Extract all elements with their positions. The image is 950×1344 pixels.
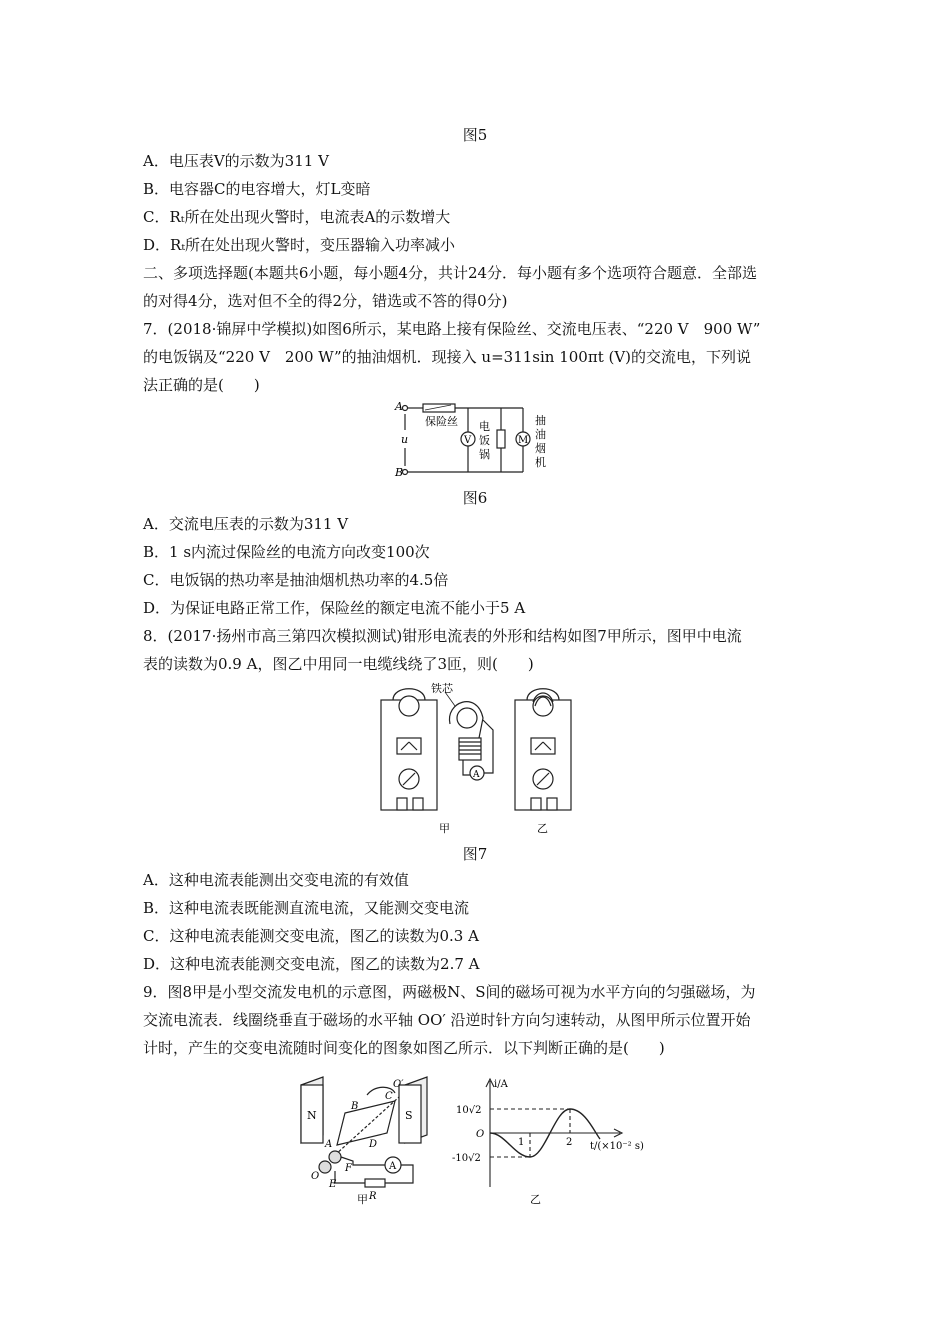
q7-option-b: B．1 s内流过保险丝的电流方向改变100次 [143, 543, 430, 561]
fig6-caption: 图6 [462, 489, 488, 507]
fig8-graph-x1: 1 [518, 1137, 525, 1148]
fig6-cooker-char-1: 电 [479, 420, 490, 433]
fig6-voltmeter-label: V [464, 435, 472, 446]
fig8-graph-origin: O [476, 1129, 485, 1140]
fig8-label-a: A [325, 1139, 333, 1150]
fig8-graph-ybot: -10√2 [452, 1153, 481, 1164]
fig6-cooker-char-3: 锅 [479, 448, 490, 461]
fig7-caption: 图7 [462, 845, 488, 863]
fig8-current-graph [450, 1075, 660, 1205]
fig8-magnet-n: N [307, 1109, 317, 1122]
fig7-label-jia: 甲 [439, 822, 450, 835]
fig6-hood-char-2: 油 [535, 428, 546, 441]
q8-option-d: D．这种电流表能测交变电流，图乙的读数为2.7 A [143, 955, 480, 973]
q8-option-b: B．这种电流表既能测直流电流，又能测交变电流 [143, 899, 470, 917]
fig6-hood-char-1: 抽 [535, 414, 546, 427]
section2-line-2: 的对得4分，选对但不全的得2分，错选或不答的得0分) [143, 292, 508, 310]
q9-line-3: 计时，产生的交变电流随时间变化的图象如图乙所示．以下判断正确的是( ) [143, 1039, 665, 1057]
fig8-label-jia: 甲 [357, 1193, 368, 1206]
q7-line-3: 法正确的是( ) [143, 376, 260, 394]
fig8-label-e: E [329, 1179, 337, 1190]
q7-option-c: C．电饭锅的热功率是抽油烟机热功率的4.5倍 [143, 571, 449, 589]
fig8-ammeter-label: A [389, 1161, 397, 1172]
fig8-graph-ylabel: i/A [494, 1079, 508, 1090]
q6-option-c: C．Rₜ所在处出现火警时，电流表A的示数增大 [143, 208, 451, 226]
q8-line-1: 8．(2017·扬州市高三第四次模拟测试)钳形电流表的外形和结构如图7甲所示，图甲中电流 [143, 627, 742, 645]
fig8-label-yi: 乙 [530, 1193, 541, 1206]
fig7-ammeter-label: A [473, 770, 480, 780]
fig8-label-c: C [385, 1091, 393, 1102]
q6-option-d: D．Rₜ所在处出现火警时，变压器输入功率减小 [143, 236, 456, 254]
q7-option-d: D．为保证电路正常工作，保险丝的额定电流不能小于5 A [143, 599, 526, 617]
fig6-label-b: B [395, 466, 404, 479]
fig8-label-r: R [369, 1191, 377, 1202]
q8-option-a: A．这种电流表能测出交变电流的有效值 [143, 871, 409, 889]
fig8-label-o1: O′ [393, 1079, 404, 1090]
q7-line-2: 的电饭锅及“220 V 200 W”的抽油烟机．现接入 u=311sin 100πt (V)的交流电，下列说 [143, 348, 752, 366]
q8-option-c: C．这种电流表能测交变电流，图乙的读数为0.3 A [143, 927, 479, 945]
fig6-hood-char-4: 机 [535, 456, 546, 469]
fig7-clamp-meters [375, 680, 575, 840]
q9-line-2: 交流电流表．线圈绕垂直于磁场的水平轴 OO′ 沿逆时针方向匀速转动，从图甲所示位置开始 [143, 1011, 751, 1029]
fig6-motor-label: M [518, 435, 529, 446]
fig7-label-yi: 乙 [537, 822, 548, 835]
fig8-label-b: B [351, 1101, 359, 1112]
fig8-graph-ytop: 10√2 [456, 1105, 482, 1116]
fig8-magnet-s: S [405, 1109, 413, 1122]
q6-option-b: B．电容器C的电容增大，灯L变暗 [143, 180, 371, 198]
fig8-graph-xlabel: t/(×10⁻² s) [590, 1141, 644, 1152]
fig6-cooker-char-2: 饭 [479, 434, 490, 447]
q7-option-a: A．交流电压表的示数为311 V [143, 515, 349, 533]
section2-line-1: 二、多项选择题(本题共6小题，每小题4分，共计24分．每小题有多个选项符合题意．全部选 [143, 264, 758, 282]
fig6-hood-char-3: 烟 [535, 442, 546, 455]
fig5-caption: 图5 [462, 126, 488, 144]
fig8-label-f: F [345, 1163, 352, 1174]
fig7-core-label: 铁芯 [431, 682, 453, 695]
fig8-label-o: O [311, 1171, 320, 1182]
q7-line-1: 7．(2018·锦屏中学模拟)如图6所示，某电路上接有保险丝、交流电压表、“220 V 900 W” [143, 320, 761, 338]
q9-line-1: 9．图8甲是小型交流发电机的示意图，两磁极N、S间的磁场可视为水平方向的匀强磁场，为 [143, 983, 756, 1001]
fig6-circuit [395, 400, 565, 482]
fig6-label-fuse: 保险丝 [425, 415, 458, 428]
fig6-label-a: A [395, 400, 403, 413]
q8-line-2: 表的读数为0.9 A，图乙中用同一电缆线绕了3匝，则( ) [143, 655, 534, 673]
fig8-generator [295, 1075, 445, 1205]
fig8-label-d: D [369, 1139, 378, 1150]
fig8-graph-x2: 2 [566, 1137, 573, 1148]
fig6-label-u: u [401, 433, 409, 446]
q6-option-a: A．电压表V的示数为311 V [143, 152, 329, 170]
